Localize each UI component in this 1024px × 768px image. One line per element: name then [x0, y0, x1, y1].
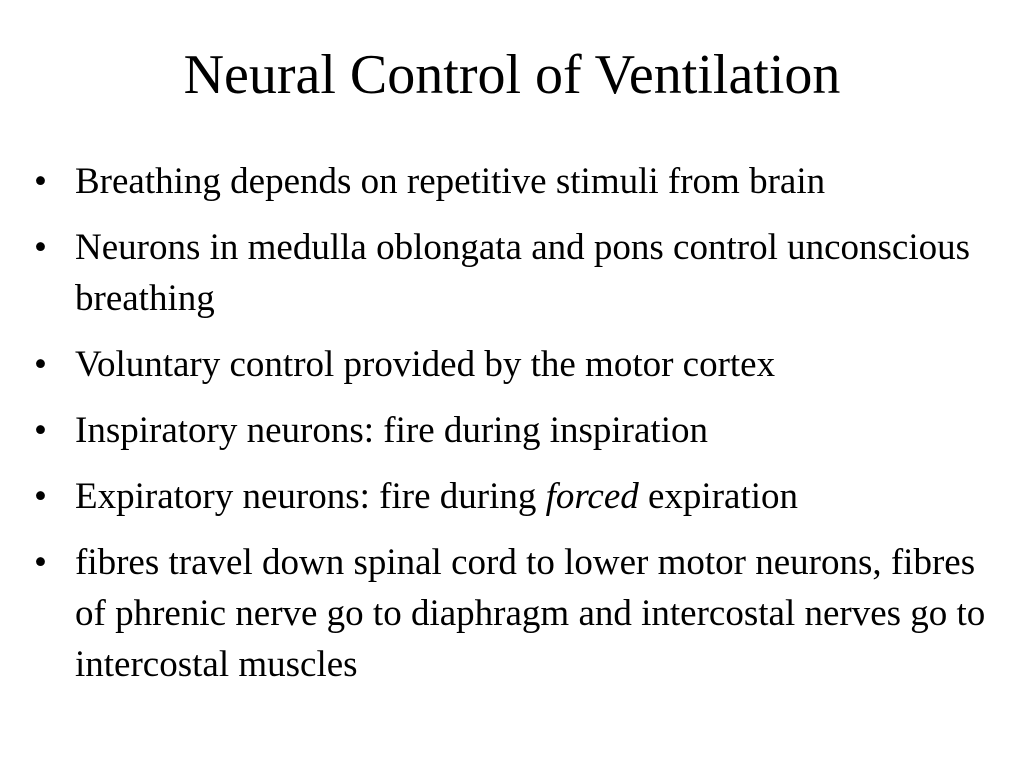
bullet-text: Neurons in medulla oblongata and pons control unconscious breathing [75, 227, 971, 319]
bullet-marker: • [34, 161, 47, 202]
bullet-text: Voluntary control provided by the motor cortex [75, 344, 776, 385]
bullet-item-5 [30, 471, 1010, 522]
bullet-text-emphasis: forced [545, 476, 639, 517]
bullet-text [75, 476, 798, 517]
bullet-text: Inspiratory neurons: fire during inspiration [75, 410, 708, 451]
bullet-item-2 [30, 222, 1010, 324]
bullet-item-4 [30, 405, 1010, 456]
bullet-text-before: Expiratory neurons: fire during [75, 476, 546, 517]
bullet-marker: • [34, 542, 47, 583]
bullet-item-3 [30, 339, 1010, 390]
bullet-marker: • [34, 227, 47, 268]
bullet-text-after: expiration [638, 476, 799, 517]
slide-title: Neural Control of Ventilation [183, 44, 841, 106]
bullet-text: Breathing depends on repetitive stimuli from brain [75, 161, 826, 202]
bullet-marker: • [34, 476, 47, 517]
bullet-marker: • [34, 410, 47, 451]
bullet-item-6 [30, 537, 1010, 690]
bullet-list [30, 156, 1010, 705]
bullet-text: fibres travel down spinal cord to lower motor neurons, fibres of phrenic nerve go to diaphragm and intercostal nerves go to intercostal muscles [75, 542, 986, 685]
bullet-item-1 [30, 156, 1010, 207]
bullet-marker: • [34, 344, 47, 385]
